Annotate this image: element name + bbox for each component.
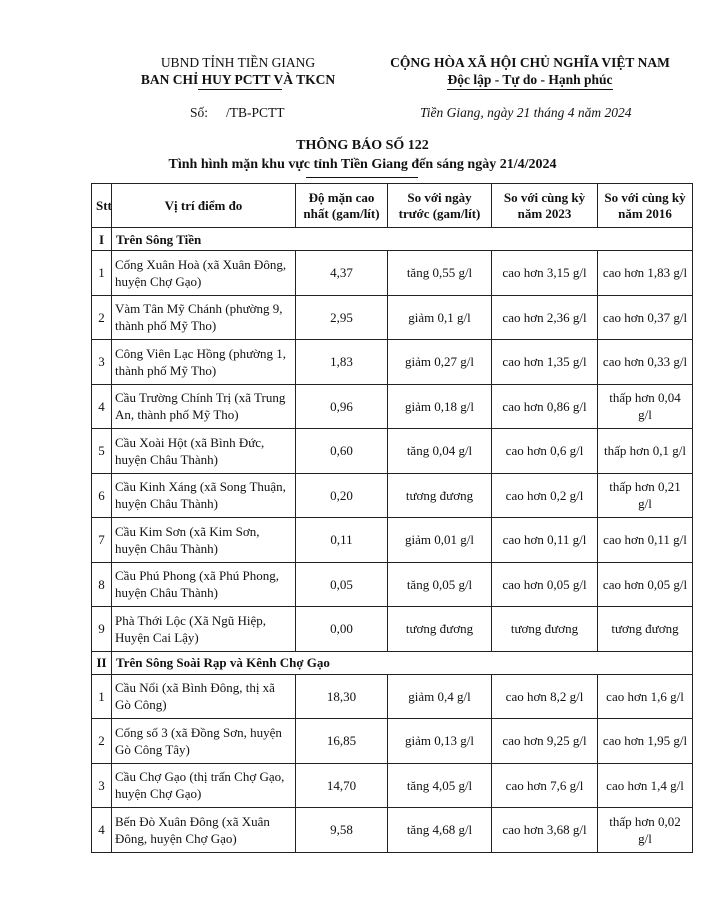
vs-2016-cell: thấp hơn 0,04 g/l	[598, 384, 693, 429]
authority-underline	[198, 89, 282, 90]
nation-name: CỘNG HÒA XÃ HỘI CHỦ NGHĨA VIỆT NAM	[390, 55, 670, 70]
vs-2023-cell: cao hơn 0,6 g/l	[492, 429, 598, 474]
vs-previous-day-cell: tăng 0,55 g/l	[388, 251, 492, 296]
location-cell: Cầu Trường Chính Trị (xã Trung An, thành phố Mỹ Tho)	[112, 384, 296, 429]
max-salinity-cell: 18,30	[296, 674, 388, 719]
vs-2023-cell: cao hơn 1,35 g/l	[492, 340, 598, 385]
vs-2016-cell: cao hơn 0,37 g/l	[598, 295, 693, 340]
max-salinity-cell: 16,85	[296, 719, 388, 764]
table-row	[92, 562, 693, 607]
table-row	[92, 808, 693, 853]
vs-previous-day-cell: tăng 0,05 g/l	[388, 562, 492, 607]
vs-2023-cell: cao hơn 0,05 g/l	[492, 562, 598, 607]
col-header-vs-2016: So với cùng kỳ năm 2016	[598, 184, 693, 228]
vs-2016-cell: cao hơn 1,6 g/l	[598, 674, 693, 719]
vs-2023-cell: cao hơn 7,6 g/l	[492, 763, 598, 808]
location-cell: Bến Đò Xuân Đông (xã Xuân Đông, huyện Chợ Gạo)	[112, 808, 296, 853]
stt-cell: 2	[92, 719, 112, 764]
max-salinity-cell: 1,83	[296, 340, 388, 385]
location-cell: Công Viên Lạc Hồng (phường 1, thành phố Mỹ Tho)	[112, 340, 296, 385]
max-salinity-cell: 2,95	[296, 295, 388, 340]
max-salinity-cell: 14,70	[296, 763, 388, 808]
document-number-value: /TB-PCTT	[226, 105, 285, 120]
stt-cell: 4	[92, 384, 112, 429]
location-cell: Cầu Xoài Hột (xã Bình Đức, huyện Châu Thành)	[112, 429, 296, 474]
national-heading	[380, 54, 680, 90]
stt-cell: 3	[92, 763, 112, 808]
section-code: II	[92, 651, 112, 674]
vs-2023-cell: cao hơn 0,2 g/l	[492, 473, 598, 518]
stt-cell: 1	[92, 251, 112, 296]
max-salinity-cell: 9,58	[296, 808, 388, 853]
vs-previous-day-cell: giảm 0,27 g/l	[388, 340, 492, 385]
max-salinity-cell: 4,37	[296, 251, 388, 296]
section-title: Trên Sông Soài Rạp và Kênh Chợ Gạo	[112, 651, 693, 674]
vs-2016-cell: thấp hơn 0,21 g/l	[598, 473, 693, 518]
stt-cell: 7	[92, 518, 112, 563]
vs-2023-cell: cao hơn 0,11 g/l	[492, 518, 598, 563]
vs-2016-cell: cao hơn 0,33 g/l	[598, 340, 693, 385]
stt-cell: 3	[92, 340, 112, 385]
col-header-vs-2023: So với cùng kỳ năm 2023	[492, 184, 598, 228]
max-salinity-cell: 0,00	[296, 607, 388, 652]
vs-2016-cell: cao hơn 1,95 g/l	[598, 719, 693, 764]
vs-2016-cell: cao hơn 0,05 g/l	[598, 562, 693, 607]
vs-2023-cell: tương đương	[492, 607, 598, 652]
title-underline	[306, 177, 418, 178]
stt-cell: 5	[92, 429, 112, 474]
col-header-max-salinity: Độ mặn cao nhất (gam/lít)	[296, 184, 388, 228]
table-header-row	[92, 184, 693, 228]
vs-2016-cell: tương đương	[598, 607, 693, 652]
document-number	[190, 105, 285, 121]
vs-2016-cell: cao hơn 1,4 g/l	[598, 763, 693, 808]
title-line-1: THÔNG BÁO SỐ 122	[296, 138, 429, 153]
section-row	[92, 651, 693, 674]
location-cell: Cầu Kim Sơn (xã Kim Sơn, huyện Châu Thành)	[112, 518, 296, 563]
stt-cell: 8	[92, 562, 112, 607]
vs-previous-day-cell: tăng 0,04 g/l	[388, 429, 492, 474]
vs-previous-day-cell: tăng 4,68 g/l	[388, 808, 492, 853]
vs-previous-day-cell: giảm 0,13 g/l	[388, 719, 492, 764]
section-row	[92, 228, 693, 251]
table-row	[92, 473, 693, 518]
vs-2016-cell: thấp hơn 0,02 g/l	[598, 808, 693, 853]
vs-previous-day-cell: tăng 4,05 g/l	[388, 763, 492, 808]
table-row	[92, 763, 693, 808]
col-header-vs-previous-day: So với ngày trước (gam/lít)	[388, 184, 492, 228]
authority-line-1: UBND TỈNH TIỀN GIANG	[160, 55, 316, 70]
stt-cell: 1	[92, 674, 112, 719]
stt-cell: 4	[92, 808, 112, 853]
vs-previous-day-cell: giảm 0,18 g/l	[388, 384, 492, 429]
national-motto: Độc lập - Tự do - Hạnh phúc	[447, 71, 612, 90]
col-header-location: Vị trí điểm đo	[112, 184, 296, 228]
table-row	[92, 384, 693, 429]
table-body	[92, 228, 693, 853]
vs-2023-cell: cao hơn 2,36 g/l	[492, 295, 598, 340]
location-cell: Cầu Kinh Xáng (xã Song Thuận, huyện Châu Thành)	[112, 473, 296, 518]
table-row	[92, 518, 693, 563]
max-salinity-cell: 0,96	[296, 384, 388, 429]
vs-previous-day-cell: giảm 0,1 g/l	[388, 295, 492, 340]
table-row	[92, 295, 693, 340]
salinity-table	[91, 183, 693, 853]
vs-previous-day-cell: tương đương	[388, 607, 492, 652]
table-row	[92, 674, 693, 719]
vs-2023-cell: cao hơn 3,15 g/l	[492, 251, 598, 296]
table-row	[92, 607, 693, 652]
location-cell: Cầu Nổi (xã Bình Đông, thị xã Gò Công)	[112, 674, 296, 719]
vs-2023-cell: cao hơn 8,2 g/l	[492, 674, 598, 719]
col-header-stt: Stt	[92, 184, 112, 228]
vs-previous-day-cell: giảm 0,4 g/l	[388, 674, 492, 719]
vs-2023-cell: cao hơn 9,25 g/l	[492, 719, 598, 764]
location-cell: Cống số 3 (xã Đồng Sơn, huyện Gò Công Tây)	[112, 719, 296, 764]
stt-cell: 6	[92, 473, 112, 518]
vs-2023-cell: cao hơn 3,68 g/l	[492, 808, 598, 853]
table-row	[92, 340, 693, 385]
vs-2016-cell: thấp hơn 0,1 g/l	[598, 429, 693, 474]
location-cell: Cống Xuân Hoà (xã Xuân Đông, huyện Chợ Gạo)	[112, 251, 296, 296]
document-number-label: Số:	[190, 105, 209, 120]
location-cell: Vàm Tân Mỹ Chánh (phường 9, thành phố Mỹ Tho)	[112, 295, 296, 340]
vs-2016-cell: cao hơn 0,11 g/l	[598, 518, 693, 563]
location-cell: Cầu Phú Phong (xã Phú Phong, huyện Châu Thành)	[112, 562, 296, 607]
vs-previous-day-cell: giảm 0,01 g/l	[388, 518, 492, 563]
table-row	[92, 251, 693, 296]
issuing-authority	[118, 54, 358, 88]
max-salinity-cell: 0,20	[296, 473, 388, 518]
stt-cell: 2	[92, 295, 112, 340]
vs-2016-cell: cao hơn 1,83 g/l	[598, 251, 693, 296]
title-line-2: Tình hình mặn khu vực tỉnh Tiền Giang đến sáng ngày 21/4/2024	[168, 157, 557, 172]
document-date: Tiền Giang, ngày 21 tháng 4 năm 2024	[420, 105, 632, 120]
vs-2023-cell: cao hơn 0,86 g/l	[492, 384, 598, 429]
max-salinity-cell: 0,11	[296, 518, 388, 563]
section-code: I	[92, 228, 112, 251]
vs-previous-day-cell: tương đương	[388, 473, 492, 518]
section-title: Trên Sông Tiền	[112, 228, 693, 251]
location-cell: Phà Thới Lộc (Xã Ngũ Hiệp, Huyện Cai Lậy)	[112, 607, 296, 652]
max-salinity-cell: 0,05	[296, 562, 388, 607]
location-cell: Cầu Chợ Gạo (thị trấn Chợ Gạo, huyện Chợ Gạo)	[112, 763, 296, 808]
table-row	[92, 429, 693, 474]
max-salinity-cell: 0,60	[296, 429, 388, 474]
document-title	[0, 136, 725, 174]
authority-line-2: BAN CHỈ HUY PCTT VÀ TKCN	[140, 72, 336, 87]
table-row	[92, 719, 693, 764]
stt-cell: 9	[92, 607, 112, 652]
